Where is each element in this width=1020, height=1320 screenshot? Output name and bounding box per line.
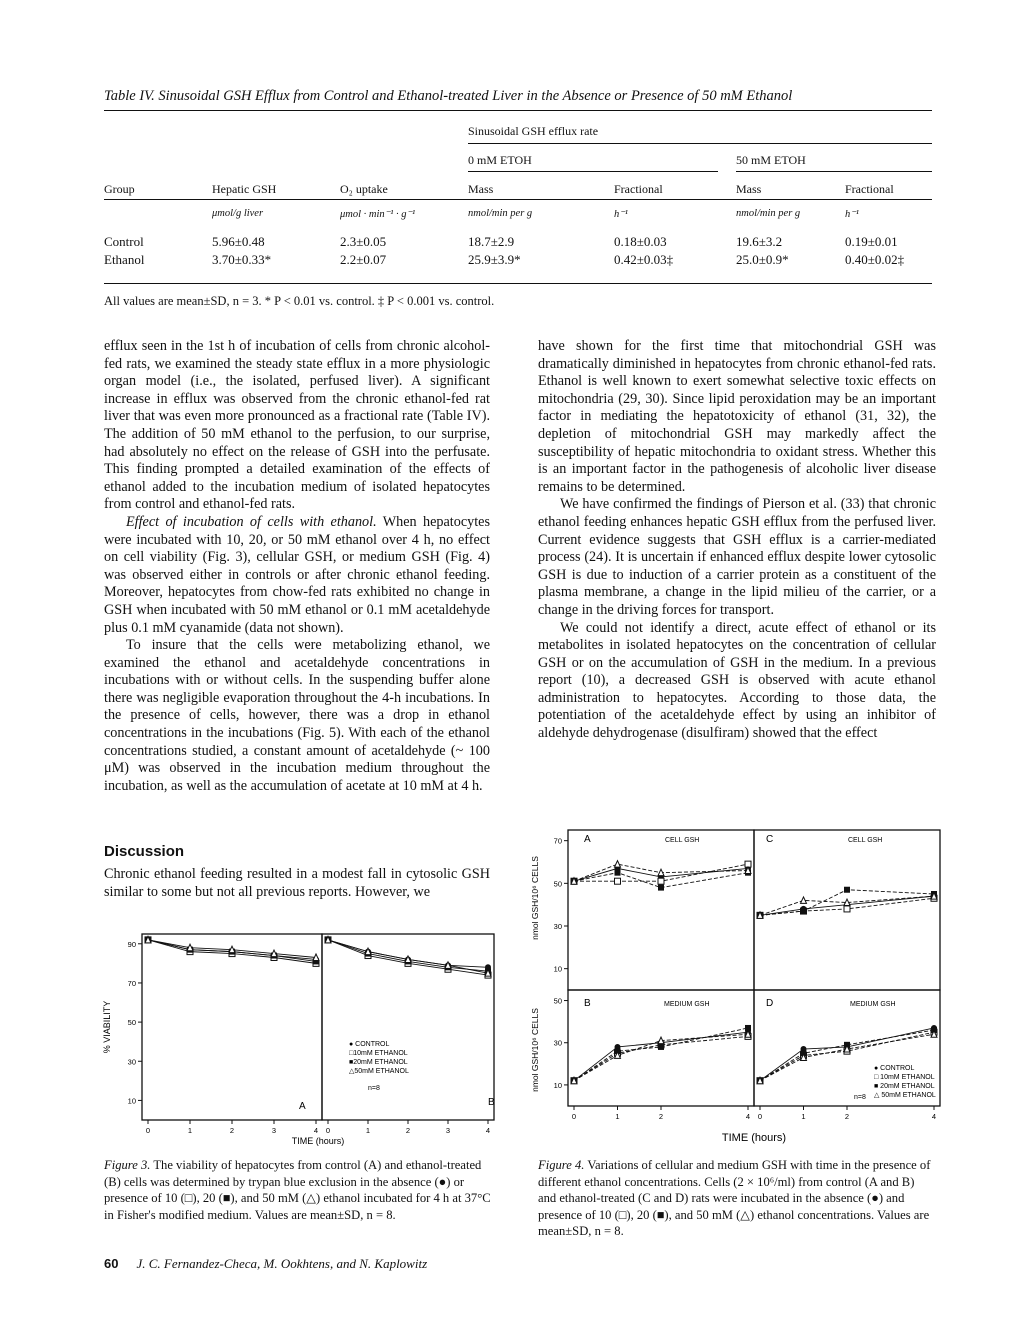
x-axis-label: TIME (hours)	[721, 1132, 787, 1144]
cell-fractional-50: 0.19±0.01	[845, 234, 898, 249]
x-tick-label: 1	[365, 1126, 371, 1135]
x-tick-label: 1	[187, 1126, 193, 1135]
n-label: n=8	[368, 1085, 380, 1092]
cell-fractional-0: 0.18±0.03	[614, 234, 667, 249]
y-axis-label-bottom: nmol GSH/10⁶ CELLS	[530, 1008, 540, 1092]
legend-10mm: □10mM ETHANOL	[349, 1050, 408, 1057]
page-number: 60	[104, 1256, 119, 1271]
x-tick-label: 2	[405, 1126, 411, 1135]
col-group: Group	[104, 182, 135, 196]
data-point	[658, 1044, 664, 1050]
col-fractional-0: Fractional	[614, 182, 663, 196]
col-mass-50: Mass	[736, 182, 762, 196]
y-tick-label: 10	[127, 1096, 136, 1106]
x-tick-label: 0	[145, 1126, 151, 1135]
panel-label-c: C	[766, 834, 774, 845]
col-fractional-50: Fractional	[845, 182, 894, 196]
section-heading: Discussion	[104, 843, 185, 860]
cell-mass-50: 25.0±0.9*	[736, 252, 789, 267]
y-tick-label: 70	[553, 836, 562, 846]
table-footnote: All values are mean±SD, n = 3. * P < 0.01 vs. control. ‡ P < 0.001 vs. control.	[104, 294, 495, 308]
legend-20mm: ■20mM ETHANOL	[349, 1059, 408, 1066]
panel-label-b: B	[584, 998, 591, 1009]
paragraph	[104, 514, 490, 637]
figure-3	[96, 922, 516, 1152]
y-tick-label: 30	[127, 1057, 136, 1067]
table-bottom-rule	[104, 283, 932, 284]
discussion-column	[104, 866, 490, 901]
caption-label: Figure 3.	[104, 1158, 151, 1172]
header-efflux: Sinusoidal GSH efflux rate	[468, 124, 599, 138]
x-tick-label: 0	[757, 1112, 763, 1121]
paragraph-body: When hepatocytes were incubated with 10, 20, or 50 mM ethanol over 4 h, no effect on cell viability (Fig. 3), cellular GSH, or medium GSH (Fig. 4) was observed either in controls or after chronic ethanol feeding. Moreover, hepatocytes from chow-fed rats exhibited no change in GSH when incubated with 50 mM ethanol or 0.1 mM acetaldehyde plus 0.1 mM cyanamide (data not shown).	[104, 513, 490, 636]
unit-mass-50: nmol/min per g	[736, 208, 801, 219]
panel-title-b: MEDIUM GSH	[664, 1001, 710, 1008]
paragraph: We could not identify a direct, acute effect of ethanol or its metabolites in isolated hepatocytes on the concentration of cellular GSH or on the accumulation of GSH in the medium. In a previous report (10), a decreased GSH is observed with acute ethanol administration to hepatocytes. According to those data, the potentiation of the acetaldehyde effect by using an inhibitor of aldehyde dehydrogenase (disulfiram) showed that the effect	[538, 619, 936, 742]
data-point	[658, 878, 664, 884]
cell-o2: 2.3±0.05	[340, 234, 387, 249]
x-tick-label: 3	[445, 1126, 451, 1135]
y-tick-label: 10	[553, 964, 562, 974]
panel-a-frame	[568, 830, 754, 990]
paragraph: have shown for the first time that mitochondrial GSH was dramatically diminished in hepatocytes from chronic ethanol-fed rats. Ethanol is well known to exert somewhat selective toxic effects on mitochondria (29, 30). Since lipid peroxidation may be an important factor in mediating the hepatotoxicity of ethanol (31, 32), the depletion of mitochondrial GSH may markedly affect the susceptibility of hepatic mitochondria to oxidant stress. Whether this is an important factor in the pathogenesis of alcoholic liver disease remains to be determined.	[538, 338, 936, 495]
caption-text: Variations of cellular and medium GSH with time in the presence of different ethanol concentrations. Cells (2 × 10⁶/ml) from control (A and B) and ethanol-treated (C and D) rats were incubated in the absence (●) and presence of 10 (□), 20 (■), and 50 mM (△) ethanol concentrations. Values are mean±SD, n = 8.	[538, 1158, 931, 1238]
cell-mass-0: 25.9±3.9*	[468, 252, 521, 267]
cell-fractional-0: 0.42±0.03‡	[614, 252, 674, 267]
x-axis-label: TIME (hours)	[291, 1136, 345, 1146]
legend-50mm: △ 50mM ETHANOL	[874, 1092, 936, 1099]
y-tick-label: 30	[553, 922, 562, 931]
y-tick-label: 10	[553, 1080, 562, 1090]
y-tick-label: 50	[553, 879, 562, 889]
x-tick-label: 3	[271, 1126, 277, 1135]
x-tick-label: 1	[801, 1112, 806, 1121]
cell-fractional-50: 0.40±0.02‡	[845, 252, 905, 267]
panel-label-d: D	[766, 998, 774, 1009]
y-tick-label: 50	[553, 996, 562, 1006]
cell-mass-0: 18.7±2.9	[468, 234, 515, 249]
cell-mass-50: 19.6±3.2	[736, 234, 783, 249]
efflux-rule	[468, 143, 932, 144]
unit-fractional-0: h⁻¹	[614, 209, 628, 220]
panel-title-c: CELL GSH	[848, 837, 883, 844]
page-footer	[104, 1256, 427, 1272]
paragraph: efflux seen in the 1st h of incubation of cells from chronic alcohol-fed rats, we examined the steady state efflux in a more physiologic organ model (i.e., the isolated, perfused liver). A significant increase in efflux was observed from the chronic ethanol-fed rat liver that was even more pronounced as a fractional rate (Table IV). The addition of 50 mM ethanol to the perfusion, to our surprise, had absolutely no effect on the release of GSH into the perfusate. This finding prompted a detailed examination of the effects of ethanol added to the incubation medium of isolated hepatocytes from control and ethanol-fed rats.	[104, 338, 490, 513]
table-top-rule	[104, 110, 932, 111]
cell-group: Control	[104, 234, 144, 249]
legend-20mm: ■ 20mM ETHANOL	[874, 1083, 935, 1090]
legend-control: ● CONTROL	[349, 1041, 390, 1048]
data-point	[615, 870, 621, 876]
panel-a-frame	[142, 934, 322, 1120]
right-column	[538, 338, 936, 743]
paragraph-lead: Effect of incubation of cells with ethanol.	[126, 513, 377, 530]
y-tick-label: 90	[127, 939, 136, 949]
y-tick-label: 70	[127, 978, 136, 988]
y-axis-label: % VIABILITY	[102, 1000, 112, 1054]
cell-hepatic: 3.70±0.33*	[212, 252, 272, 267]
cell-group: Ethanol	[104, 252, 145, 267]
paragraph: We have confirmed the findings of Pierson et al. (33) that chronic ethanol feeding enhances hepatic GSH efflux from the perfused liver. Current evidence suggests that GSH efflux is a carrier-mediated process (24). It is uncertain if enhanced efflux despite lower cytosolic GSH is due to induction of a carrier protein as a constituent of the plasma membrane, a change in the lipid milieu of the carrier, or a change in the driving forces for transport.	[538, 496, 936, 618]
y-tick-label: 30	[553, 1038, 562, 1048]
header-0mm: 0 mM ETOH	[468, 153, 532, 167]
caption-label: Figure 4.	[538, 1158, 585, 1172]
paragraph: To insure that the cells were metabolizing ethanol, we examined the ethanol and acetaldehyde concentrations in incubations with or without cells. In the suspending buffer alone there was negligible evaporation throughout the 4-h incubations. In the presence of cells, however, there was a drop in ethanol concentrations in the incubations (Fig. 5). With each of the ethanol concentrations studied, a constant amount of acetaldehyde (~ 100 μM) was observed in the incubation medium throughout the incubation, as well as the accumulation of acetate at 10 mM at 4 h.	[104, 637, 490, 794]
col-o2: O₂ uptake	[340, 182, 388, 196]
n-label: n=8	[854, 1094, 866, 1101]
unit-mass-0: nmol/min per g	[468, 208, 533, 219]
figure-4	[508, 818, 948, 1148]
col-hepatic: Hepatic GSH	[212, 182, 277, 196]
legend-10mm: □ 10mM ETHANOL	[874, 1074, 935, 1081]
data-point	[801, 908, 807, 914]
header-50mm: 50 mM ETOH	[736, 153, 806, 167]
0mm-rule	[468, 171, 718, 172]
panel-title-d: MEDIUM GSH	[850, 1001, 896, 1008]
y-axis-label-top: nmol GSH/10⁶ CELLS	[530, 856, 540, 940]
data-point	[844, 906, 850, 912]
left-column	[104, 338, 490, 795]
50mm-rule	[736, 171, 932, 172]
x-tick-label: 0	[571, 1112, 577, 1121]
x-tick-label: 4	[485, 1126, 491, 1135]
caption-text: The viability of hepatocytes from control (A) and ethanol-treated (B) cells was determined by trypan blue exclusion in the absence (●) or presence of 10 (□), 20 (■), and 50 mM (△) ethanol incubated for 4 h at 37°C in Fisher's modified medium. Values are mean±SD, n = 8.	[104, 1158, 491, 1222]
data-point	[615, 861, 621, 868]
unit-hepatic: μmol/g liver	[212, 208, 264, 219]
x-tick-label: 2	[229, 1126, 235, 1135]
panel-title-a: CELL GSH	[665, 837, 700, 844]
panel-label-b: B	[488, 1097, 495, 1108]
x-tick-label: 2	[844, 1112, 850, 1121]
panel-label-a: A	[584, 834, 591, 845]
x-tick-label: 4	[745, 1112, 751, 1121]
col-mass-0: Mass	[468, 182, 494, 196]
table-caption: Table IV. Sinusoidal GSH Efflux from Control and Ethanol-treated Liver in the Absence or Presence of 50 mM Ethanol	[104, 88, 793, 104]
cell-hepatic: 5.96±0.48	[212, 234, 265, 249]
footer-authors: J. C. Fernandez-Checa, M. Ookhtens, and N. Kaplowitz	[136, 1256, 428, 1271]
legend-50mm: △50mM ETHANOL	[349, 1068, 409, 1075]
cell-o2: 2.2±0.07	[340, 252, 387, 267]
data-point	[615, 878, 621, 884]
x-tick-label: 2	[658, 1112, 664, 1121]
x-tick-label: 4	[931, 1112, 937, 1121]
unit-fractional-50: h⁻¹	[845, 209, 859, 220]
x-tick-label: 4	[313, 1126, 319, 1135]
data-point	[658, 885, 664, 891]
figure-3-caption	[104, 1157, 494, 1223]
legend-control: ● CONTROL	[874, 1065, 915, 1072]
paragraph: Chronic ethanol feeding resulted in a modest fall in cytosolic GSH similar to some but not all previous reports. However, we	[104, 866, 490, 900]
data-point	[844, 887, 850, 893]
x-tick-label: 1	[615, 1112, 620, 1121]
panel-label-a: A	[299, 1101, 306, 1112]
figure-4-caption	[538, 1157, 934, 1240]
x-tick-label: 0	[325, 1126, 331, 1135]
y-tick-label: 50	[127, 1018, 136, 1028]
unit-o2: μmol · min⁻¹ · g⁻¹	[340, 209, 416, 220]
header-rule	[104, 199, 932, 200]
